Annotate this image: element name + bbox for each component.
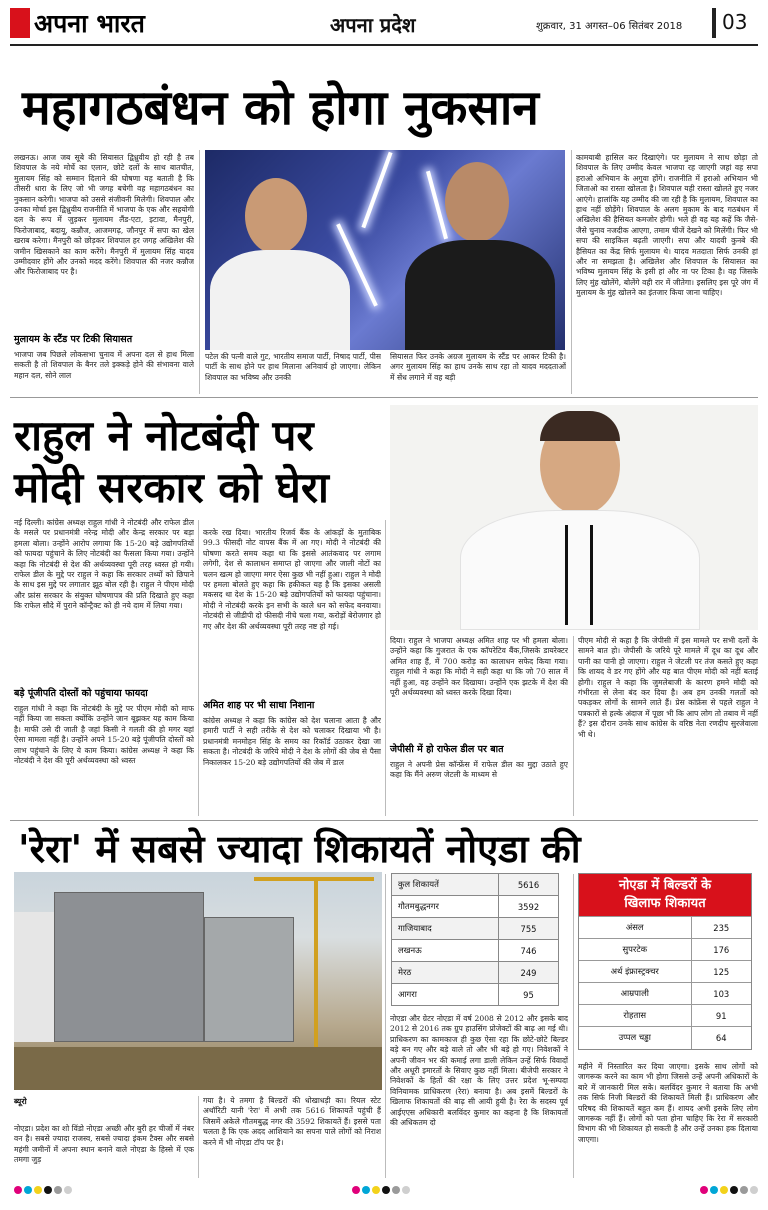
registration-dot <box>402 1186 410 1194</box>
page-number-bar <box>712 8 716 38</box>
lightning-bolt <box>361 152 392 229</box>
section-title: अपना प्रदेश <box>330 13 416 37</box>
rera-complaints-table <box>391 873 559 1006</box>
person-face <box>445 162 509 242</box>
story2-col3b: राहुल ने अपनी प्रेस कॉन्फ्रेंस में राफेल डील का मुद्दा उठाते हुए कहा कि मैंने अरुण जेटली के माध्यम से <box>390 760 568 780</box>
story1-col1: लखनऊ। आज जब सूबे की सियासत द्विध्रुवीय हो रही है तब शिवपाल के नये मोर्चे का एलान, छोटे दलों के साथ बातचीत, मुलायम सिंह को सम्मान दिलाने की घोषणा यह बताती है कि तीसरी धारा के लिए जो भी जगह बचेगी वह महागठबंधन का नुकसान करेगी। भाजपा को उससे संजीवनी मिलेगी। शिवपाल और उनका मोर्चा इस द्विध्रुवीय राजनीति में भाजपा के एक और सहयोगी दल के रूप में जुड़कर मुलायम लैंड-एटा, इटावा, मैनपुरी, फिरोजाबाद, बदायू, कन्नौज, आजमगढ़, जौनपुर में सपा का खेल खराब करेगा। मैनपुरी को छोड़कर शिवपाल हर जगह अखिलेश की जमीन खिसकाने का काम करेंगे। मैनपुरी में मुलायम सिंह यादव उम्मीदवार होंगे और उनको मदद करेंगे। शिवपाल की नजर कन्नौज और फिरोजाबाद पर है। <box>14 153 194 277</box>
rera-table-row <box>392 896 559 918</box>
story3-construction-photo <box>14 872 382 1090</box>
section-rule <box>10 397 758 398</box>
builder-name: रोहतास <box>579 1005 691 1027</box>
story3-headline: 'रेरा' में सबसे ज्यादा शिकायतें नोएडा की <box>18 826 581 871</box>
masthead <box>0 0 768 58</box>
brand-accent-bar <box>10 8 30 38</box>
registration-dot <box>24 1186 32 1194</box>
registration-dot <box>730 1186 738 1194</box>
builder-row <box>579 917 751 939</box>
builder-name: सुपरटेक <box>579 939 691 961</box>
builder-row <box>579 939 751 961</box>
column-divider <box>571 150 572 394</box>
story1-col3: सियासत फिर उनके अग्रज मुलायम के स्टैंड पर आकर टिकी है। अगर मुलायम सिंह का हाथ उनके साथ रहा तो यादव मददताओं में सेंध लगाने में वह बड़ी <box>390 352 566 382</box>
builders-box-title <box>579 874 751 916</box>
column-divider <box>198 1096 199 1178</box>
builder-complaint-count: 125 <box>691 961 751 983</box>
registration-dot <box>352 1186 360 1194</box>
registration-dot <box>14 1186 22 1194</box>
builders-complaints-box <box>578 873 752 1050</box>
column-divider <box>385 874 386 1178</box>
rera-table-row <box>392 984 559 1006</box>
column-divider <box>198 520 199 816</box>
rera-district-label: आगरा <box>392 984 499 1006</box>
rera-district-label: लखनऊ <box>392 940 499 962</box>
rera-district-label: गाजियाबाद <box>392 918 499 940</box>
registration-dot <box>372 1186 380 1194</box>
story1-col1b: भाजपा जब पिछले लोकसभा चुनाव में अपना दल से हाथ मिला सकती है तो शिवपाल के बैनर तले इक्कड़े होने की संभावना वाले महान दल, सोने लाल <box>14 350 194 380</box>
microphone <box>590 525 593 625</box>
builder-row <box>579 961 751 983</box>
masthead-rule <box>10 44 758 46</box>
building <box>14 912 54 1042</box>
microphone <box>565 525 568 625</box>
rera-table-row <box>392 918 559 940</box>
story2-headline-line1: राहुल ने नोटबंदी पर <box>14 411 314 460</box>
crane <box>314 877 318 1067</box>
story1-subhead1: मुलायम के स्टैंड पर टिकी सियासत <box>14 334 133 345</box>
builder-name: अर्थ इंफ्रास्ट्रक्चर <box>579 961 691 983</box>
column-divider <box>385 520 386 816</box>
registration-dot <box>750 1186 758 1194</box>
rera-district-label: मेरठ <box>392 962 499 984</box>
section-rule <box>10 820 758 821</box>
registration-dot <box>700 1186 708 1194</box>
person-kurta <box>460 510 700 630</box>
builder-row <box>579 983 751 1005</box>
registration-dot <box>740 1186 748 1194</box>
rera-table-row <box>392 962 559 984</box>
registration-dot <box>362 1186 370 1194</box>
story3-col2: गया है। ये तमगा है बिल्डरों की धोखाधड़ी का। रियल स्टेट अथॉरिटी यानी 'रेरा' में अभी तक 5616 शिकायतें पहुंची हैं जिसमें अकेले गौतमबुद्ध नगर की 3592 शिकायतें हैं। इससे पता चलता है कि एक अदद आशियाने का सपना पाले लोगों को निराश करने में भी नोएडा टॉप पर है। <box>203 1096 381 1147</box>
person-kurta <box>210 250 350 350</box>
story1-headline: महागठबंधन को होगा नुकसान <box>22 80 539 136</box>
person-face <box>245 178 307 254</box>
column-divider <box>573 636 574 816</box>
story3-col3: नोएडा और ग्रेटर नोएडा में वर्ष 2008 से 2012 और इसके बाद 2012 से 2016 तक ग्रुप हाउसिंग प्रोजेक्टों की बाढ़ आ गई थी। प्राधिकरण का कामकाज ही कुछ ऐसा रहा कि छोटे-छोटे बिल्डर बड़े बन गए और बड़े वाले तो और भी बड़े हो गए। निवेशकों ने अपनी जीवन भर की कमाई लगा डाली लेकिन उन्हें सिर्फ विवादों और अधूरी इमारतों के सिवाए कुछ नहीं मिला। बीजेपी सरकार ने निवेशकों के हितों की रक्षा के लिए उत्तर प्रदेश भू-सम्पदा विनियामक प्राधिकरण (रेरा) बनाया है। अब इसमें बिल्डरों के खिलाफ शिकायतों की बाढ़ सी आयी हुयी है। रेरा के सदस्य पूर्व आईएएस अधिकारी बलविंदर कुमार का कहना है कि शिकायतों की अधिकतम दो <box>390 1014 568 1128</box>
story2-subhead2: अमित शाह पर भी साधा निशाना <box>203 700 315 711</box>
rera-complaint-count: 95 <box>499 984 559 1006</box>
registration-dot <box>710 1186 718 1194</box>
rera-district-label: कुल शिकायतें <box>392 874 499 896</box>
builders-table <box>579 916 751 1049</box>
story2-col2b: कांग्रेस अध्यक्ष ने कहा कि कांग्रेस को देश चलाना आता है और हमारी पार्टी ने सही तरीके से देश को चलाकर दिखाया भी है। प्रधानमंत्री मनमोहन सिंह के समय का रिकॉर्ड उठाकर देखा जा सकता है। नोटबंदी के जरिये मोदी ने देश के लोगों की जेब से पैसा निकालकर 15-20 बड़े उद्योगपतियों की जेब में डाल <box>203 716 381 767</box>
photo-credit: ब्यूरो <box>14 1096 27 1106</box>
builder-name: आम्रपाली <box>579 983 691 1005</box>
building <box>204 917 294 1042</box>
crane-arm <box>254 877 374 881</box>
rera-complaint-count: 5616 <box>499 874 559 896</box>
column-divider <box>573 874 574 1178</box>
rera-table-row <box>392 874 559 896</box>
rera-table-row <box>392 940 559 962</box>
builder-complaint-count: 64 <box>691 1027 751 1049</box>
rera-complaint-count: 755 <box>499 918 559 940</box>
rera-complaint-count: 3592 <box>499 896 559 918</box>
dateline: शुक्रवार, 31 अगस्त–06 सितंबर 2018 <box>536 21 683 32</box>
building <box>54 892 204 1042</box>
builder-row <box>579 1027 751 1049</box>
rera-district-label: गौतमबुद्धनगर <box>392 896 499 918</box>
story2-headline-line2: मोदी सरकार को घेरा <box>14 463 329 512</box>
builder-complaint-count: 235 <box>691 917 751 939</box>
story2-col4: पीएम मोदी से कहा है कि जेपीसी में इस मामले पर सभी दलों के सामने बात हो। जेपीसी के जरिये पूरे मामले में दूध का दूध और पानी का पानी हो जाएगा। राहुल ने जेटली पर तंज कसते हुए कहा कि शायद वे डर गए होंगे और यह बात पीएम मोदी को नहीं बताई होगी। राहुल ने कहा कि जुमलेबाजी के कारण हमने मोदी को गंभीरता से लेना बंद कर दिया है। अब हम उनकी गलतों को पकड़कर लोगों के सामने लाते हैं। प्रेस कांफ्रेंस से पहले राहुल ने पत्रकारों से हल्के अंदाज में पूछा भी कि आप लोग तो तबाव में नहीं हैं? इस दौरान उनके साथ कांग्रेस के वरिष्ठ नेता रणदीप सुरजेवाला भी थे। <box>578 636 758 739</box>
person-jacket <box>405 240 555 350</box>
story2-subhead1: बड़े पूंजीपति दोस्तों को पहुंचाया फायदा <box>14 688 148 699</box>
story1-col2: पटेल की पत्नी वाले गुट, भारतीय समाज पार्टी, निषाद पार्टी, पीस पार्टी के साथ होने पर हाथ मिलाना अनिवार्य हो जाएगा। लेकिन शिवपाल का भविष्य और उनकी <box>205 352 381 382</box>
registration-dot <box>44 1186 52 1194</box>
registration-dot <box>34 1186 42 1194</box>
story2-photo <box>390 405 758 630</box>
registration-dot <box>720 1186 728 1194</box>
person-hair <box>540 411 620 441</box>
builder-complaint-count: 103 <box>691 983 751 1005</box>
registration-dot <box>382 1186 390 1194</box>
story3-col4: महीने में निस्तारित कर दिया जाएगा। इसके साथ लोगों को जागरूक करने का काम भी होगा जिससे उन्हें अपनी अधिकारों के बारे में जानकारी मिल सके। बलविंदर कुमार ने बताया कि अभी तक सिर्फ निजी बिल्डरों की शिकायतें मिली हैं। प्राधिकरण और परिषद की शिकायतें बहुत कम हैं। शायद अभी इसके लिए लोग जागरूक नहीं हैं। लोगों को पता होना चाहिए कि रेरा में सरकारी विभाग की भी शिकायत हो सकती है और उन्हें उनका हक दिलाया जाएगा। <box>578 1062 758 1144</box>
builder-complaint-count: 176 <box>691 939 751 961</box>
rera-complaint-count: 746 <box>499 940 559 962</box>
newspaper-brand: अपना भारत <box>34 9 145 38</box>
column-divider <box>199 150 200 394</box>
color-registration-footer <box>0 1186 768 1202</box>
story2-col1: नई दिल्ली। कांग्रेस अध्यक्ष राहुल गांधी ने नोटबंदी और राफेल डील के मसले पर प्रधानमंत्री नरेन्द्र मोदी और केन्द्र सरकार पर बड़ा हमला बोला। उन्होंने आरोप लगाया कि 15-20 बड़े उद्योगपतियों को फायदा पहुंचाने के लिए नोटबंदी का फैसला किया गया। उन्होंने कहा कि नोटबंदी से देश की अर्थव्यवस्था पूरी तरह ध्वस्त हो गयी। राफेल डील के मुद्दे पर राहुल ने कहा कि सरकार तथ्यों को छिपाने के साथ इस मुद्दे पर लगातार झूठ बोल रही है। राहुल ने पीएम मोदी और फ्रांस सरकार के संयुक्त घोषणापत्र की प्रति दिखाते हुए कहा कि राफेल सौदे में पुराने कॉन्ट्रैक्ट को ही नये दाम में लिया गया। <box>14 518 194 611</box>
registration-dot <box>64 1186 72 1194</box>
builder-name: उप्पल चड्ढा <box>579 1027 691 1049</box>
page-number: 03 <box>722 10 748 34</box>
story2-col3: दिया। राहुल ने भाजपा अध्यक्ष अमित शाह पर भी हमला बोला। उन्होंने कहा कि गुजरात के एक कॉपरेटिव बैंक,जिसके डायरेक्टर अमित शाह हैं, में 700 करोड़ का कालाधन सफेद किया गया। राहुल गांधी ने कहा कि मोदी ने सही कहा था कि जो 70 साल में नहीं हुआ, वह उन्होंने कर दिखाया। उन्होंने एक झटके में देश की पूरी अर्थव्यवस्था को ध्वस्त करके दिखा दिया। <box>390 636 568 698</box>
builder-complaint-count: 91 <box>691 1005 751 1027</box>
builder-name: अंसल <box>579 917 691 939</box>
story1-col4: कामयाबी हासिल कर दिखाएंगे। पर मुलायम ने साथ छोड़ा तो शिवपाल के लिए उम्मीद केवल भाजपा रह जाएगी जहां वह सपा हराओ अभियान के अगुवा होंगे। राजनीति में हराओ अभियान भी जिताओ का रास्ता खोलता है। शिवपाल यही रास्ता खोलते हुए नजर आएंगे। हालांकि यह उम्मीद की जा रही है कि मुलायम, शिवपाल का हाथ नहीं छोड़ेंगे। शिवपाल के अलग मुकाम के बाद गठबंधन में अखिलेश की हैसियत कमजोर होगी। भले ही वह यह कहें कि जैसे-जैसे चुनाव नजदीक आएगा, तमाम चीजें देखने को मिलेंगी। फिर भी सपा की साइकिल बढ़ती जाएगी। सपा और यादवी कुनबे की हैसियत का केंद्र सिर्फ मुलायम थे। यादव मतदाता सिर्फ उनकी हां और ना समझता है। अखिलेश और शिवपाल के सियासत का भविष्य मुलायम सिंह के इसी हां और ना पर टिका है। वह जिसके लिए मुंह खोलेंगे, बोलेंगे वही रार में जीतेगा। इसलिए इस पूरे जंग में मुलायम के मुंह खोलने का इंतजार किया जाना चाहिए। <box>576 153 758 298</box>
builders-title-line2: खिलाफ शिकायत <box>624 896 706 911</box>
builders-title-line1: नोएडा में बिल्डरों के <box>618 878 712 893</box>
registration-dot <box>392 1186 400 1194</box>
story1-photo <box>205 150 565 350</box>
registration-dot <box>54 1186 62 1194</box>
story3-col1: नोएडा। प्रदेश का शो विंडो नोएडा अच्छी और बुरी हर चीजों में नंबर वन है। सबसे ज्यादा राजस्व, सबसे ज्यादा इंकम टैक्स और सबसे महंगी जमीनों में अपना स्थान बनाने वाले नोएडा के हिस्से में एक तमगा जुड़ <box>14 1124 194 1165</box>
story2-col2: करके रख दिया। भारतीय रिजर्व बैंक के आंकड़ों के मुताबिक 99.3 फीसदी नोट वापस बैंक में आ गए। मोदी ने नोटबंदी की घोषणा करते समय कहा था कि इससे आतंकवाद पर लगाम लगेगी, देश से कालाधन समाप्त हो जाएगा और जाली नोटों का चलन खत्म हो जाएगा मगर ऐसा कुछ भी नहीं हुआ। राहुल ने मोदी पर हमला बोलते हुए कहा कि हकीकत यह है कि इसका असली मकसद था देश के 15-20 बड़े उद्योगपतियों को फायदा पहुंचाना। मोदी ने नोटबंदी करके इन सभी के काले धन को सफेद बनवाया। नोटबंदी से जीडीपी दो फीसदी नीचे चला गया, करोड़ों बेरोजगार हो गए और देश की अर्थव्यवस्था पूरी तरह नष्ट हो गई। <box>203 528 381 631</box>
builder-row <box>579 1005 751 1027</box>
story2-subhead3: जेपीसी में हो राफेल डील पर बात <box>390 744 504 755</box>
rera-complaint-count: 249 <box>499 962 559 984</box>
construction-ground <box>14 1047 382 1090</box>
story2-col1b: राहुल गांधी ने कहा कि नोटबंदी के मुद्दे पर पीएम मोदी को माफ नहीं किया जा सकता क्योंकि उन्होंने जान बूझकर यह काम किया है। माफी उसे दी जाती है जहां किसी ने गलती की हो मगर यहां ऐसा मामला नहीं है। उन्होंने अपने 15-20 बड़े पूंजीपति दोस्तों को लाभ पहुंचाने के लिए ये काम किया। कांग्रेस अध्यक्ष ने कहा कि नोटबंदी ने देश की पूरी अर्थव्यवस्था को ध्वस्त <box>14 704 194 766</box>
